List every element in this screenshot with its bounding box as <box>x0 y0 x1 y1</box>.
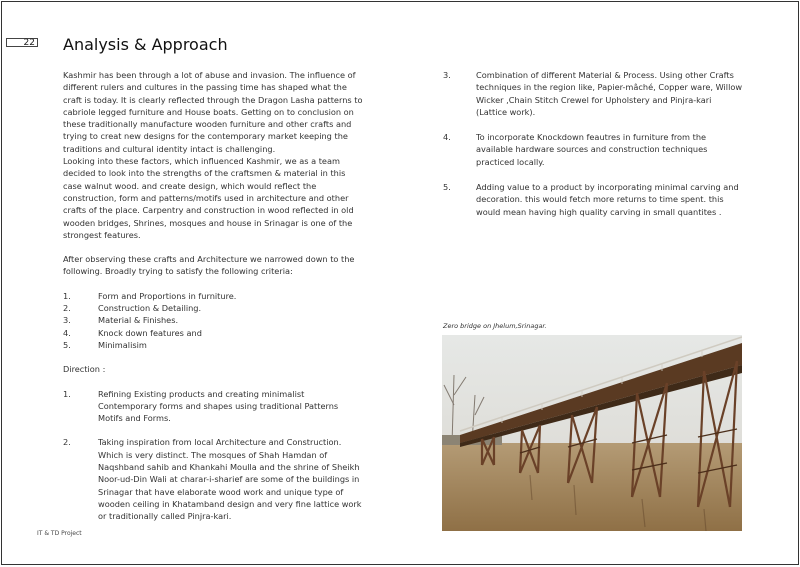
item-number: 3. <box>443 70 451 80</box>
item-text: Construction & Detailing. <box>98 303 202 314</box>
direction-list <box>63 388 363 523</box>
intro-paragraph-2: Looking into these factors, which influenced Kashmir, we as a team decided to look into the strengths of the craftsmen & material in this case walnut wood. and create design, which would reflect the construction, form and patterns/motifs used in architecture and other crafts of the place. Carpentry and construction in wood reflected in old wooden bridges, Shrines, mosques and house in Srinagar is one of the strongest features. <box>63 156 354 240</box>
item-number: 3. <box>63 315 71 326</box>
item-number: 5. <box>63 339 71 350</box>
item-number: 4. <box>63 327 71 338</box>
document-page <box>1 1 799 565</box>
intro-paragraph-1: Kashmir has been through a lot of abuse and invasion. The influence of different rulers and cultures in the passing time has shaped what the craft is today. It is clearly reflected through the Dragon Lasha patterns to cabriole legged furniture and House boats. Getting on to conclusion on these traditionally manufacture wooden furniture and other crafts and trying to creat new designs for the contemporary market keeping the traditions and cultural identity intact is challenging. <box>63 70 363 154</box>
item-text: Combination of different Material & Process. Using other Crafts techniques in the region like, Papier-mâché, Copper ware, Willow Wicker ,Chain Stitch Crewel for Upholstery and Pinjra-kari (Lattice work). <box>476 70 743 117</box>
list-item <box>63 314 363 326</box>
item-number: 2. <box>63 303 71 314</box>
item-number: 2. <box>63 437 71 448</box>
bridge-photo <box>442 335 742 531</box>
item-text: Minimalisim <box>98 339 147 350</box>
left-column <box>63 69 363 535</box>
direction-heading: Direction : <box>63 364 106 375</box>
item-text: To incorporate Knockdown feautres in furniture from the available hardware sources and construction techniques practiced locally. <box>476 132 708 167</box>
list-item <box>63 302 363 314</box>
item-text: Knock down features and <box>98 327 202 338</box>
item-number: 1. <box>63 290 71 301</box>
list-item <box>63 327 363 339</box>
item-text: Material & Finishes. <box>98 315 179 326</box>
list-item <box>63 388 363 425</box>
list-item <box>63 339 363 351</box>
list-item <box>443 131 743 168</box>
item-text: Taking inspiration from local Architecture and Construction. Which is very distinct. The mosques of Shah Hamdan of Naqshband sahib and Khankahi Moulla and the shrine of Sheikh Noor-ud-Din Wali at charar-i-sharief are some of the buildings in Srinagar that have elaborate wood work and unique type of wooden ceiling in Khatamband design and very fine lattice work or traditionally called Pinjra-kari. <box>98 437 362 522</box>
page-number: 22 <box>6 38 38 47</box>
item-number: 1. <box>63 388 71 399</box>
criteria-list <box>63 290 363 351</box>
item-number: 5. <box>443 182 451 193</box>
photo-caption: Zero bridge on Jhelum,Srinagar. <box>443 322 547 330</box>
list-item <box>63 436 363 522</box>
item-text: Refining Existing products and creating minimalist Contemporary forms and shapes using traditional Patterns Motifs and Forms. <box>98 388 339 424</box>
list-item <box>63 290 363 302</box>
item-text: Adding value to a product by incorporating minimal carving and decoration. this would fetch more returns to time spent. this would mean having high quality carving in small quantites . <box>476 182 739 217</box>
intro-paragraph-3: After observing these crafts and Architecture we narrowed down to the following. Broadly trying to satisfy the following criteria: <box>63 254 355 277</box>
footer-label: IT & TD Project <box>37 530 82 537</box>
page-title: Analysis & Approach <box>63 35 228 54</box>
item-number: 4. <box>443 132 451 143</box>
item-text: Form and Proportions in furniture. <box>98 290 237 301</box>
list-item <box>443 181 743 218</box>
right-column <box>443 69 743 231</box>
list-item <box>443 69 743 118</box>
